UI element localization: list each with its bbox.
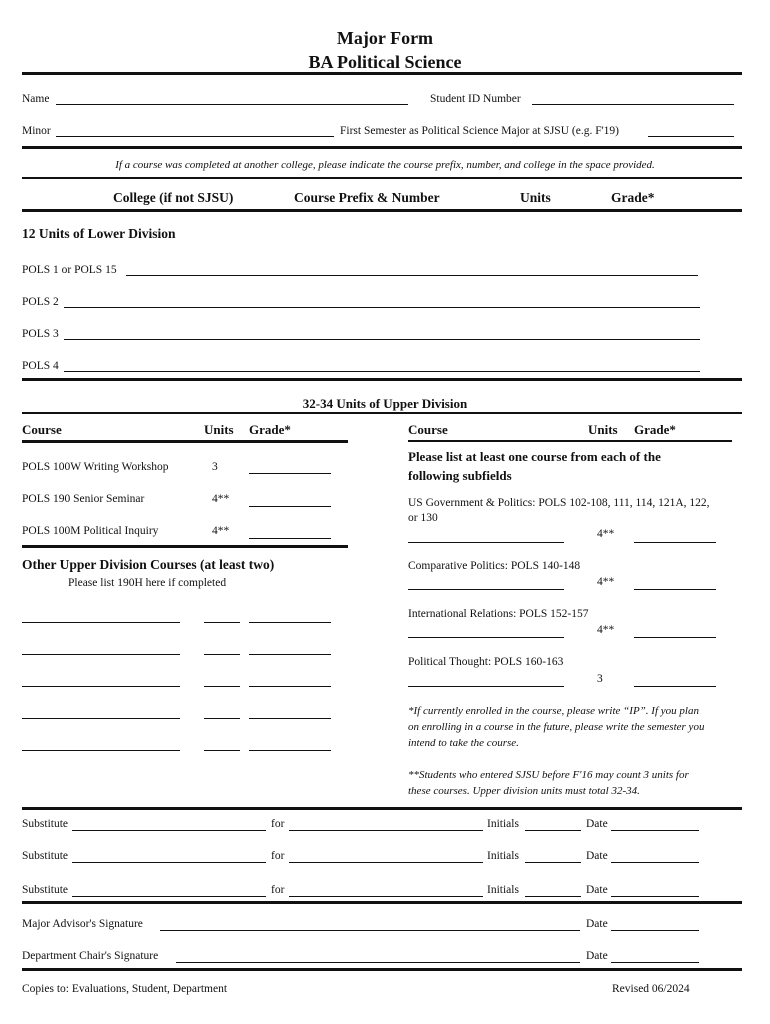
form-title: Major Form <box>336 28 434 48</box>
grade-field[interactable] <box>634 588 716 590</box>
date-label: Date <box>586 818 608 830</box>
substitute-label: Substitute <box>22 818 69 830</box>
course-field[interactable] <box>408 541 564 543</box>
date-field[interactable] <box>611 961 699 963</box>
original-course-field[interactable] <box>289 895 483 897</box>
other-upper-subheading: Please list 190H here if completed <box>68 577 227 589</box>
minor-field[interactable] <box>56 135 334 137</box>
course-field[interactable] <box>408 636 564 638</box>
grade-field[interactable] <box>249 717 331 719</box>
upper-division-heading: 32-34 Units of Upper Division <box>302 396 468 411</box>
divider <box>22 209 742 212</box>
subfield-units: 4** <box>597 576 615 588</box>
substitute-course-field[interactable] <box>72 829 266 831</box>
form-subtitle: BA Political Science <box>308 52 462 72</box>
divider <box>22 807 742 810</box>
for-label: for <box>271 884 285 896</box>
initials-label: Initials <box>487 884 519 896</box>
right-grade-header: Grade* <box>634 422 676 437</box>
course-field[interactable] <box>22 717 180 719</box>
divider <box>22 440 348 443</box>
course-field[interactable] <box>22 749 180 751</box>
subfield-heading-cont: following subfields <box>408 468 512 483</box>
required-course-name: POLS 100W Writing Workshop <box>22 461 169 473</box>
left-course-header: Course <box>22 422 62 437</box>
divider <box>22 378 742 381</box>
substitute-course-field[interactable] <box>72 861 266 863</box>
name-label: Name <box>22 93 50 105</box>
chair-signature-label: Department Chair's Signature <box>22 950 159 962</box>
subfield-units: 4** <box>597 528 615 540</box>
subfield-description: Comparative Politics: POLS 140-148 <box>408 560 581 572</box>
substitute-label: Substitute <box>22 884 69 896</box>
lower-course-label: POLS 1 or POLS 15 <box>22 264 117 276</box>
advisor-signature-label: Major Advisor's Signature <box>22 918 143 930</box>
required-course-name: POLS 100M Political Inquiry <box>22 525 159 537</box>
lower-course-label: POLS 4 <box>22 360 59 372</box>
grade-field[interactable] <box>249 505 331 507</box>
divider <box>22 412 742 414</box>
date-field[interactable] <box>611 861 699 863</box>
required-course-units: 4** <box>212 493 230 505</box>
date-label: Date <box>586 918 608 930</box>
name-field[interactable] <box>56 103 408 105</box>
date-label: Date <box>586 950 608 962</box>
subfield-units: 4** <box>597 624 615 636</box>
date-field[interactable] <box>611 829 699 831</box>
for-label: for <box>271 850 285 862</box>
divider <box>22 968 742 971</box>
subfield-description: International Relations: POLS 152-157 <box>408 608 589 620</box>
student-id-field[interactable] <box>532 103 734 105</box>
grade-field[interactable] <box>249 685 331 687</box>
lower-course-label: POLS 2 <box>22 296 59 308</box>
right-units-header: Units <box>588 422 618 437</box>
grade-field[interactable] <box>249 621 331 623</box>
copies-note: Copies to: Evaluations, Student, Department <box>22 983 228 995</box>
subfield-description: Political Thought: POLS 160-163 <box>408 656 564 668</box>
units-column-header: Units <box>520 190 551 205</box>
footnote-units: **Students who entered SJSU before F'16 may count 3 units for <box>408 769 689 781</box>
course-field[interactable] <box>22 685 180 687</box>
substitute-label: Substitute <box>22 850 69 862</box>
subfield-heading: Please list at least one course from each of the <box>408 449 661 464</box>
chair-signature-field[interactable] <box>176 961 580 963</box>
other-college-note: If a course was completed at another college, please indicate the course prefix, number, and college in the space provided. <box>115 159 655 171</box>
first-semester-label: First Semester as Political Science Major at SJSU (e.g. F'19) <box>340 125 619 137</box>
divider <box>22 177 742 179</box>
grade-field[interactable] <box>249 537 331 539</box>
date-field[interactable] <box>611 929 699 931</box>
divider <box>22 901 742 904</box>
college-column-header: College (if not SJSU) <box>113 190 234 205</box>
grade-column-header: Grade* <box>611 190 655 205</box>
course-field[interactable] <box>22 653 180 655</box>
initials-field[interactable] <box>525 829 581 831</box>
divider <box>408 440 732 442</box>
grade-field[interactable] <box>634 636 716 638</box>
required-course-name: POLS 190 Senior Seminar <box>22 493 145 505</box>
initials-field[interactable] <box>525 895 581 897</box>
subfield-description: US Government & Politics: POLS 102-108, 111, 114, 121A, 122, <box>408 497 710 509</box>
divider <box>22 146 742 149</box>
minor-label: Minor <box>22 125 51 137</box>
course-field[interactable] <box>408 588 564 590</box>
revised-date: Revised 06/2024 <box>612 983 690 995</box>
course-field[interactable] <box>408 685 564 687</box>
units-field[interactable] <box>204 653 240 655</box>
lower-course-label: POLS 3 <box>22 328 59 340</box>
first-semester-field[interactable] <box>648 135 734 137</box>
grade-field[interactable] <box>249 653 331 655</box>
required-course-units: 4** <box>212 525 230 537</box>
divider <box>22 545 348 548</box>
prefix-column-header: Course Prefix & Number <box>294 190 440 205</box>
units-field[interactable] <box>204 685 240 687</box>
lower-division-heading: 12 Units of Lower Division <box>22 226 176 241</box>
initials-field[interactable] <box>525 861 581 863</box>
footnote-units-cont: these courses. Upper division units must total 32-34. <box>408 785 640 797</box>
grade-field[interactable] <box>634 541 716 543</box>
advisor-signature-field[interactable] <box>160 929 580 931</box>
substitute-course-field[interactable] <box>72 895 266 897</box>
grade-field[interactable] <box>249 472 331 474</box>
left-units-header: Units <box>204 422 234 437</box>
original-course-field[interactable] <box>289 829 483 831</box>
subfield-units: 3 <box>597 673 603 685</box>
date-label: Date <box>586 850 608 862</box>
units-field[interactable] <box>204 717 240 719</box>
divider <box>22 72 742 75</box>
lower-course-field[interactable] <box>64 306 700 308</box>
other-upper-heading: Other Upper Division Courses (at least two) <box>22 557 275 572</box>
initials-label: Initials <box>487 850 519 862</box>
original-course-field[interactable] <box>289 861 483 863</box>
left-grade-header: Grade* <box>249 422 291 437</box>
for-label: for <box>271 818 285 830</box>
right-course-header: Course <box>408 422 448 437</box>
date-label: Date <box>586 884 608 896</box>
required-course-units: 3 <box>212 461 218 473</box>
subfield-description-cont: or 130 <box>408 512 438 524</box>
units-field[interactable] <box>204 749 240 751</box>
footnote-enrollment-cont: on enrolling in a course in the future, please write the semester you <box>408 721 705 733</box>
lower-course-field[interactable] <box>126 274 698 276</box>
student-id-label: Student ID Number <box>430 93 521 105</box>
lower-course-field[interactable] <box>64 338 700 340</box>
initials-label: Initials <box>487 818 519 830</box>
grade-field[interactable] <box>249 749 331 751</box>
grade-field[interactable] <box>634 685 716 687</box>
footnote-enrollment: *If currently enrolled in the course, please write “IP”. If you plan <box>408 705 699 717</box>
course-field[interactable] <box>22 621 180 623</box>
date-field[interactable] <box>611 895 699 897</box>
footnote-enrollment-cont: intend to take the course. <box>408 737 519 749</box>
units-field[interactable] <box>204 621 240 623</box>
lower-course-field[interactable] <box>64 370 700 372</box>
